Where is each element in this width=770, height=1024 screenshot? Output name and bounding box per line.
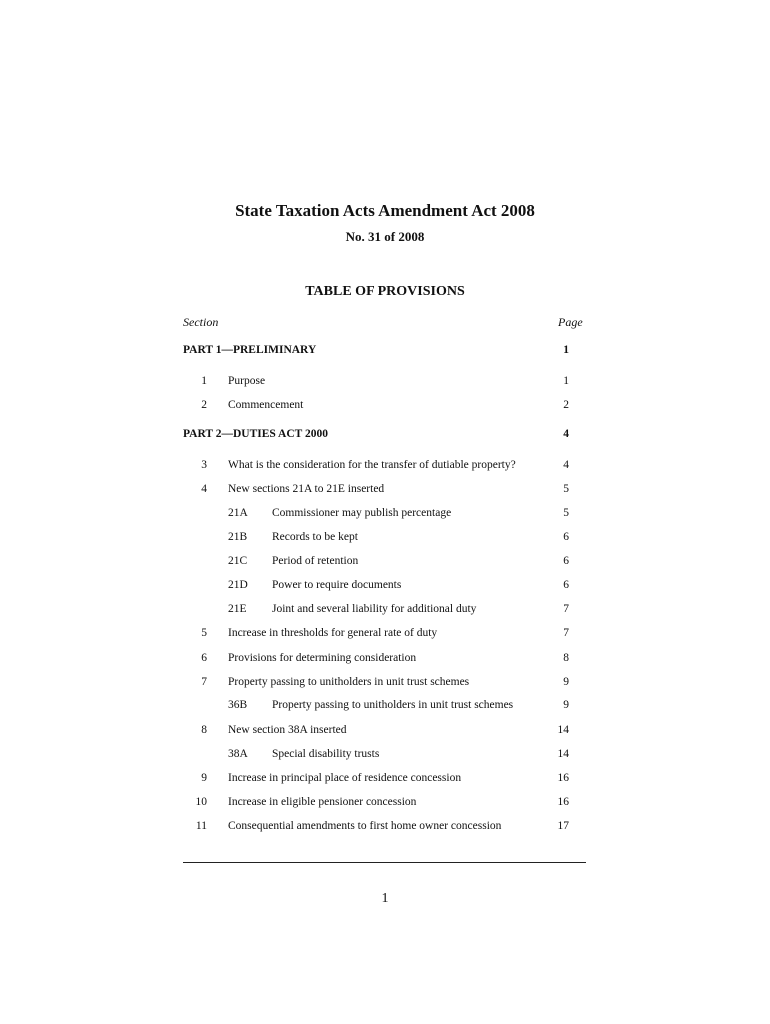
subsection-title: Joint and several liability for additional duty xyxy=(272,603,477,615)
section-page: 9 xyxy=(563,676,569,688)
section-number: 1 xyxy=(201,375,207,387)
section-page: 2 xyxy=(563,399,569,411)
section-page: 5 xyxy=(563,483,569,495)
toc-subentry[interactable] xyxy=(183,529,586,545)
subsection-title: Power to require documents xyxy=(272,579,402,591)
toc-entry[interactable] xyxy=(183,481,586,497)
section-number: 6 xyxy=(201,652,207,664)
section-title: New sections 21A to 21E inserted xyxy=(228,483,385,495)
section-number: 5 xyxy=(201,627,207,639)
section-title: What is the consideration for the transfer of dutiable property? xyxy=(228,459,516,471)
part-title: PART 1—PRELIMINARY xyxy=(183,344,317,356)
toc-entry[interactable] xyxy=(183,397,586,413)
section-number: 11 xyxy=(195,820,207,832)
subsection-page: 14 xyxy=(557,748,569,760)
subsection-number: 38A xyxy=(228,748,248,760)
section-page: 1 xyxy=(563,375,569,387)
section-number: 8 xyxy=(201,724,207,736)
section-page: 8 xyxy=(563,652,569,664)
section-number: 3 xyxy=(201,459,207,471)
section-page: 4 xyxy=(563,459,569,471)
document-title: State Taxation Acts Amendment Act 2008 xyxy=(235,201,535,220)
section-title: Property passing to unitholders in unit trust schemes xyxy=(228,676,470,688)
subsection-title: Special disability trusts xyxy=(272,748,380,760)
section-page: 16 xyxy=(557,772,569,784)
toc-subentry[interactable] xyxy=(183,577,586,593)
subsection-page: 7 xyxy=(563,603,569,615)
toc-subentry[interactable] xyxy=(183,601,586,617)
toc-subentry[interactable] xyxy=(183,553,586,569)
toc-subentry[interactable] xyxy=(183,505,586,521)
section-page: 14 xyxy=(557,724,569,736)
section-page: 17 xyxy=(557,820,569,832)
act-number: No. 31 of 2008 xyxy=(345,229,425,244)
part-heading[interactable] xyxy=(183,342,586,358)
toc-entry[interactable] xyxy=(183,625,586,641)
section-number: 2 xyxy=(201,399,207,411)
section-title: Consequential amendments to first home owner concession xyxy=(228,820,502,832)
subsection-number: 21C xyxy=(228,555,248,567)
toc-entry[interactable] xyxy=(183,722,586,738)
toc-heading: TABLE OF PROVISIONS xyxy=(305,284,465,299)
subsection-number: 21E xyxy=(228,603,247,615)
table-of-provisions xyxy=(183,0,586,1024)
subsection-number: 36B xyxy=(228,699,248,711)
toc-entry[interactable] xyxy=(183,674,586,690)
subsection-title: Property passing to unitholders in unit trust schemes xyxy=(272,699,514,711)
toc-entry[interactable] xyxy=(183,818,586,834)
section-title: Commencement xyxy=(228,399,304,411)
part-title: PART 2—DUTIES ACT 2000 xyxy=(183,428,328,440)
subsection-page: 6 xyxy=(563,555,569,567)
part-page: 4 xyxy=(563,428,569,440)
section-number: 9 xyxy=(201,772,207,784)
subsection-number: 21D xyxy=(228,579,248,591)
section-page: 7 xyxy=(563,627,569,639)
subsection-title: Records to be kept xyxy=(272,531,358,543)
subsection-page: 5 xyxy=(563,507,569,519)
toc-entry[interactable] xyxy=(183,373,586,389)
part-heading[interactable] xyxy=(183,426,586,442)
section-title: Purpose xyxy=(228,375,266,387)
subsection-number: 21B xyxy=(228,531,248,543)
page-number: 1 xyxy=(381,891,389,906)
toc-entry[interactable] xyxy=(183,457,586,473)
footer-rule xyxy=(183,862,586,863)
page-column-label: Page xyxy=(558,315,583,329)
section-column-label: Section xyxy=(183,315,219,329)
toc-subentry[interactable] xyxy=(183,697,586,713)
subsection-page: 6 xyxy=(563,531,569,543)
subsection-title: Period of retention xyxy=(272,555,359,567)
section-title: Increase in thresholds for general rate of duty xyxy=(228,627,438,639)
toc-subentry[interactable] xyxy=(183,746,586,762)
section-number: 10 xyxy=(195,796,207,808)
section-number: 4 xyxy=(201,483,207,495)
subsection-page: 6 xyxy=(563,579,569,591)
section-title: Provisions for determining consideration xyxy=(228,652,417,664)
section-title: Increase in eligible pensioner concession xyxy=(228,796,417,808)
section-number: 7 xyxy=(201,676,207,688)
section-page: 16 xyxy=(557,796,569,808)
part-page: 1 xyxy=(563,344,569,356)
subsection-number: 21A xyxy=(228,507,248,519)
section-title: Increase in principal place of residence concession xyxy=(228,772,462,784)
toc-entry[interactable] xyxy=(183,794,586,810)
toc-entry[interactable] xyxy=(183,650,586,666)
section-title: New section 38A inserted xyxy=(228,724,347,736)
subsection-title: Commissioner may publish percentage xyxy=(272,507,452,519)
toc-entry[interactable] xyxy=(183,770,586,786)
subsection-page: 9 xyxy=(563,699,569,711)
